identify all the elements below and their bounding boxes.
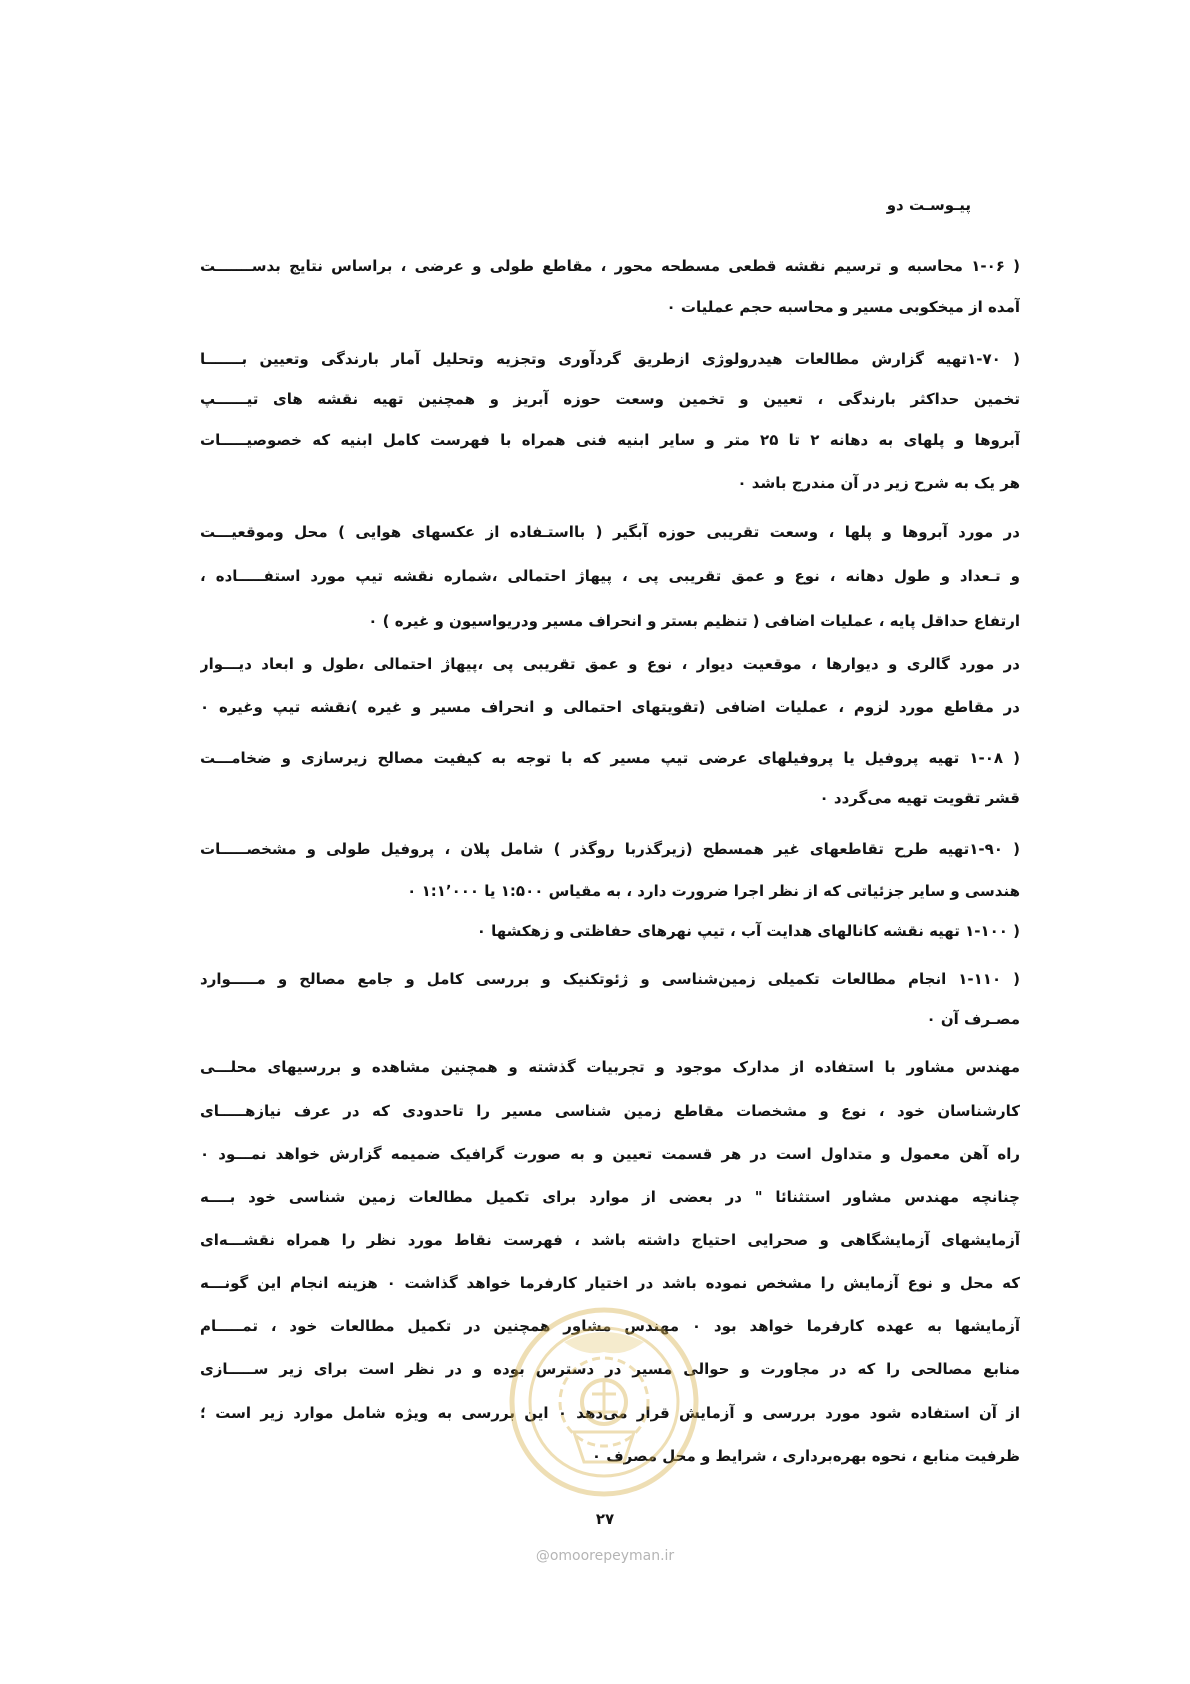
text-line: ( ۱-۷۰تهیه گزارش مطالعات هیدرولوژی ازطریق گردآوری وتجزیه وتحلیل آمار بارندگی وتعیین بـــــــا bbox=[200, 350, 1020, 368]
text-line: منابع مصالحی را که در مجاورت و حوالی مسیر در دسترس بوده و در نظر است برای زیر ســـــازی bbox=[200, 1360, 1020, 1378]
text-line: آزمایشها به عهده کارفرما خواهد بود ۰ مهندس مشاور همچنین در تکمیل مطالعات خود ، تمـــــام bbox=[200, 1317, 1020, 1335]
text-line: ( ۱-۰۸ تهیه پروفیل یا پروفیلهای عرضی تیپ مسیر که با توجه به کیفیت مصالح زیرسازی و ضخامـــت bbox=[200, 749, 1020, 767]
text-line: هندسی و سایر جزئیاتی که از نظر اجرا ضرورت دارد ، به مقیاس ۱:۵۰۰ یا ۱:۱٬۰۰۰ ۰ bbox=[407, 882, 1020, 900]
text-line: مصـرف آن ۰ bbox=[926, 1010, 1020, 1028]
watermark-url: @omoorepeyman.ir bbox=[535, 1548, 675, 1564]
text-line: ( ۱-۱۰۰ تهیه نقشه کانالهای هدایت آب ، تیپ نهرهای حفاظتی و زهکشها ۰ bbox=[476, 922, 1020, 940]
text-line: در مقاطع مورد لزوم ، عملیات اضافی (تقویتهای احتمالی و انحراف مسیر و غیره )نقشه تیپ وغیره ۰ bbox=[200, 698, 1020, 716]
text-line: ارتفاع حداقل پایه ، عملیات اضافی ( تنظیم بستر و انحراف مسیر ودریواسیون و غیره ) ۰ bbox=[368, 612, 1020, 630]
text-line: در مورد گالری و دیوارها ، موقعیت دیوار ، نوع و عمق تقریبی پی ،پیهاژ احتمالی ،طول و ابعاد دیـــوار bbox=[200, 655, 1020, 673]
text-line: آبروها و پلهای به دهانه ۲ تا ۲۵ متر و سایر ابنیه فنی همراه با فهرست کامل ابنیه که خصوصیـــــات bbox=[200, 431, 1020, 449]
page-number: ۲۷ bbox=[595, 1510, 615, 1528]
text-line: ظرفیت منابع ، نحوه بهره‌برداری ، شرایط و محل مصرف ۰ bbox=[591, 1447, 1020, 1465]
text-line: آمده از میخکوبی مسیر و محاسبه حجم عملیات ۰ bbox=[666, 298, 1020, 316]
text-line: تخمین حداکثر بارندگی ، تعیین و تخمین وسعت حوزه آبریز و همچنین تهیه نقشه های تیــــــپ bbox=[200, 390, 1020, 408]
text-line: هر یک به شرح زیر در آن مندرج باشد ۰ bbox=[737, 474, 1020, 492]
text-line: قشر تقویت تهیه می‌گردد ۰ bbox=[819, 789, 1020, 807]
text-line: از آن استفاده شود مورد بررسی و آزمایش قرار می‌دهد ۰ این بررسی به ویژه شامل موارد زیر است ؛ bbox=[200, 1404, 1020, 1422]
watermark-stamp bbox=[504, 1302, 704, 1502]
text-line: آزمایشهای آزمایشگاهی و صحرایی احتیاج داشته باشد ، فهرست نقاط مورد نظر را همراه نقشـــه‌ای bbox=[200, 1231, 1020, 1249]
text-line: که محل و نوع آزمایش را مشخص نموده باشد در اختیار کارفرما خواهد گذاشت ۰ هزینه انجام این گونـــه bbox=[200, 1274, 1020, 1292]
text-line: ( ۱-۱۱۰ انجام مطالعات تکمیلی زمین‌شناسی و ژئوتکنیک و بررسی کامل و جامع مصالح و مـــــوارد bbox=[200, 970, 1020, 988]
text-line: در مورد آبروها و پلها ، وسعت تقریبی حوزه آبگیر ( بااستـفاده از عکسهای هوایی ) محل وموقعیـــت bbox=[200, 523, 1020, 541]
text-line: ( ۱-۰۶ محاسبه و ترسیم نقشه قطعی مسطحه محور ، مقاطع طولی و عرضی ، براساس نتایج بدســـــــت bbox=[200, 257, 1020, 275]
text-line: و تـعداد و طول دهانه ، نوع و عمق تقریبی پی ، پیهاژ احتمالی ،شماره نقشه تیپ مورد استفـــــاده ، bbox=[200, 567, 1020, 585]
appendix-heading: پیـوسـت دو bbox=[886, 196, 971, 214]
text-line: چنانچه مهندس مشاور استثنائا " در بعضی از موارد برای تکمیل مطالعات زمین شناسی خود بــــه bbox=[200, 1188, 1020, 1206]
text-line: کارشناسان خود ، نوع و مشخصات مقاطع زمین شناسی مسیر را تاحدودی که در عرف نیازهـــــای bbox=[200, 1102, 1020, 1120]
text-line: راه آهن معمول و متداول است در هر قسمت تعیین و به صورت گرافیک ضمیمه گزارش خواهد نمـــود ۰ bbox=[200, 1145, 1020, 1163]
text-line: مهندس مشاور با استفاده از مدارک موجود و تجربیات گذشته و همچنین مشاهده و بررسیهای محلـــی bbox=[200, 1058, 1020, 1076]
text-line: ( ۱-۹۰تهیه طرح تقاطعهای غیر همسطح (زیرگذربا روگذر ) شامل پلان ، پروفیل طولی و مشخصـــــات bbox=[200, 840, 1020, 858]
